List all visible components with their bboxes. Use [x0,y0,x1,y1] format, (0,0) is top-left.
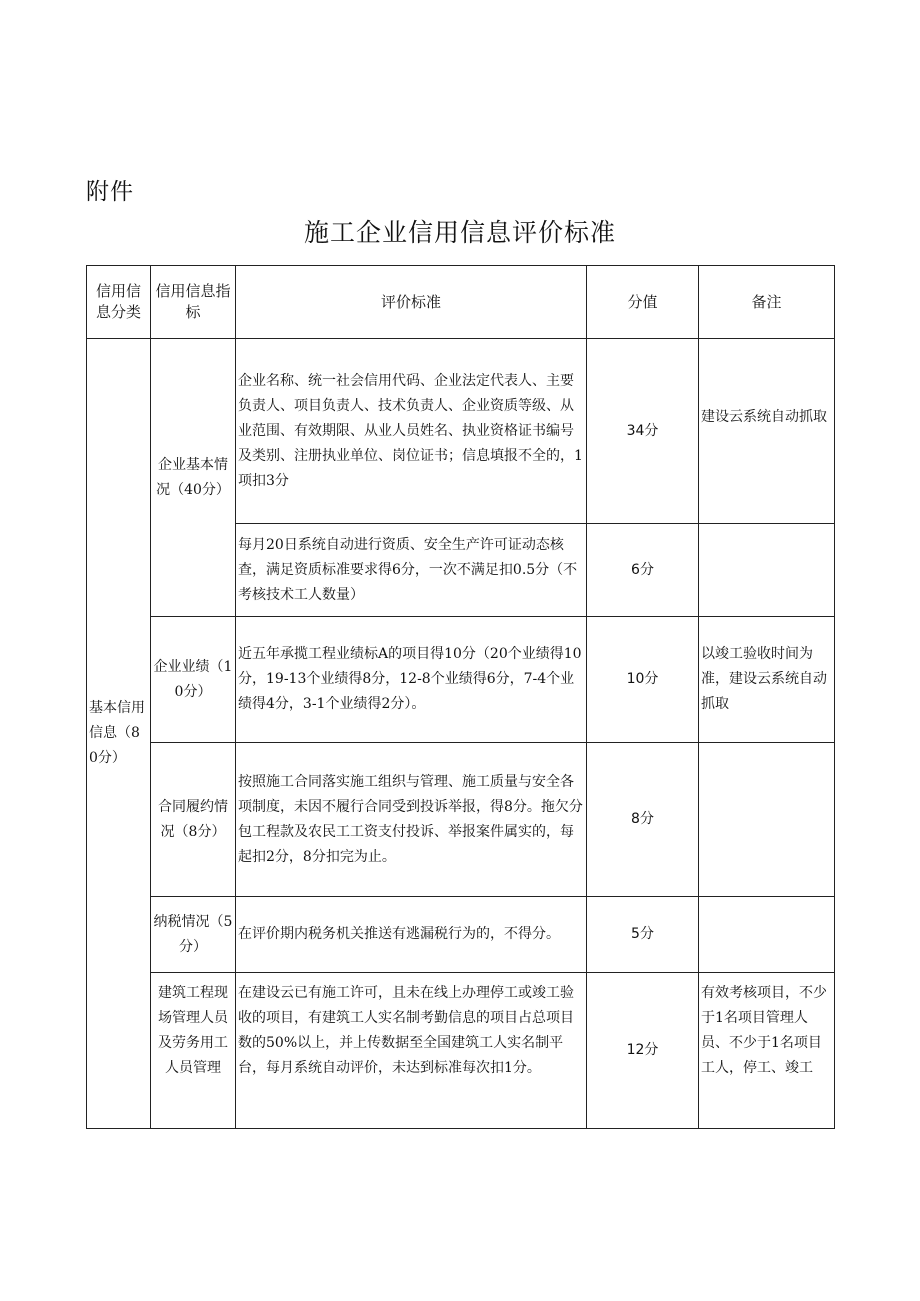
standard-cell: 近五年承揽工程业绩标A的项目得10分（20个业绩得10分，19-13个业绩得8分，12-8个业绩得6分，7-4个业绩得4分，3-1个业绩得2分）。 [236,617,587,743]
score-cell: 8分 [587,743,699,897]
score-cell: 10分 [587,617,699,743]
note-cell [699,743,835,897]
note-cell [699,524,835,617]
table-header-row [87,266,835,339]
indicator-cell: 合同履约情况（8分） [151,743,236,897]
score-cell: 6分 [587,524,699,617]
header-standard: 评价标准 [236,266,587,339]
standard-cell: 企业名称、统一社会信用代码、企业法定代表人、主要负责人、项目负责人、技术负责人、企业资质等级、从业范围、有效期限、从业人员姓名、执业资格证书编号及类别、注册执业单位、岗位证书；信息填报不全的，1项扣3分 [236,339,587,524]
standard-cell: 按照施工合同落实施工组织与管理、施工质量与安全各项制度，未因不履行合同受到投诉举报，得8分。拖欠分包工程款及农民工工资支付投诉、举报案件属实的，每起扣2分，8分扣完为止。 [236,743,587,897]
table-row [87,743,835,897]
header-note: 备注 [699,266,835,339]
standard-cell: 在评价期内税务机关推送有逃漏税行为的，不得分。 [236,897,587,973]
note-cell: 以竣工验收时间为准，建设云系统自动抓取 [699,617,835,743]
indicator-cell: 纳税情况（5分） [151,897,236,973]
table-row [87,973,835,1129]
note-cell: 建设云系统自动抓取 [699,339,835,524]
indicator-cell: 建筑工程现场管理人员及劳务用工人员管理 [151,973,236,1129]
table-row [87,897,835,973]
table-row [87,617,835,743]
score-cell: 12分 [587,973,699,1129]
standard-cell: 每月20日系统自动进行资质、安全生产许可证动态核查，满足资质标准要求得6分，一次不满足扣0.5分（不考核技术工人数量） [236,524,587,617]
header-score: 分值 [587,266,699,339]
header-category: 信用信息分类 [87,266,151,339]
standard-cell: 在建设云已有施工许可，且未在线上办理停工或竣工验收的项目，有建筑工人实名制考勤信息的项目占总项目数的50%以上，并上传数据至全国建筑工人实名制平台，每月系统自动评价，未达到标准每次扣1分。 [236,973,587,1129]
indicator-cell: 企业业绩（10分） [151,617,236,743]
note-cell: 有效考核项目，不少于1名项目管理人员、不少于1名项目工人，停工、竣工 [699,973,835,1129]
indicator-cell: 企业基本情况（40分） [151,339,236,617]
attachment-label: 附件 [86,179,134,205]
category-cell: 基本信用信息（80分） [87,339,151,1129]
score-cell: 34分 [587,339,699,524]
header-indicator: 信用信息指标 [151,266,236,339]
table-row [87,339,835,524]
page-title: 施工企业信用信息评价标准 [303,218,616,247]
score-cell: 5分 [587,897,699,973]
evaluation-table [86,265,835,1129]
note-cell [699,897,835,973]
